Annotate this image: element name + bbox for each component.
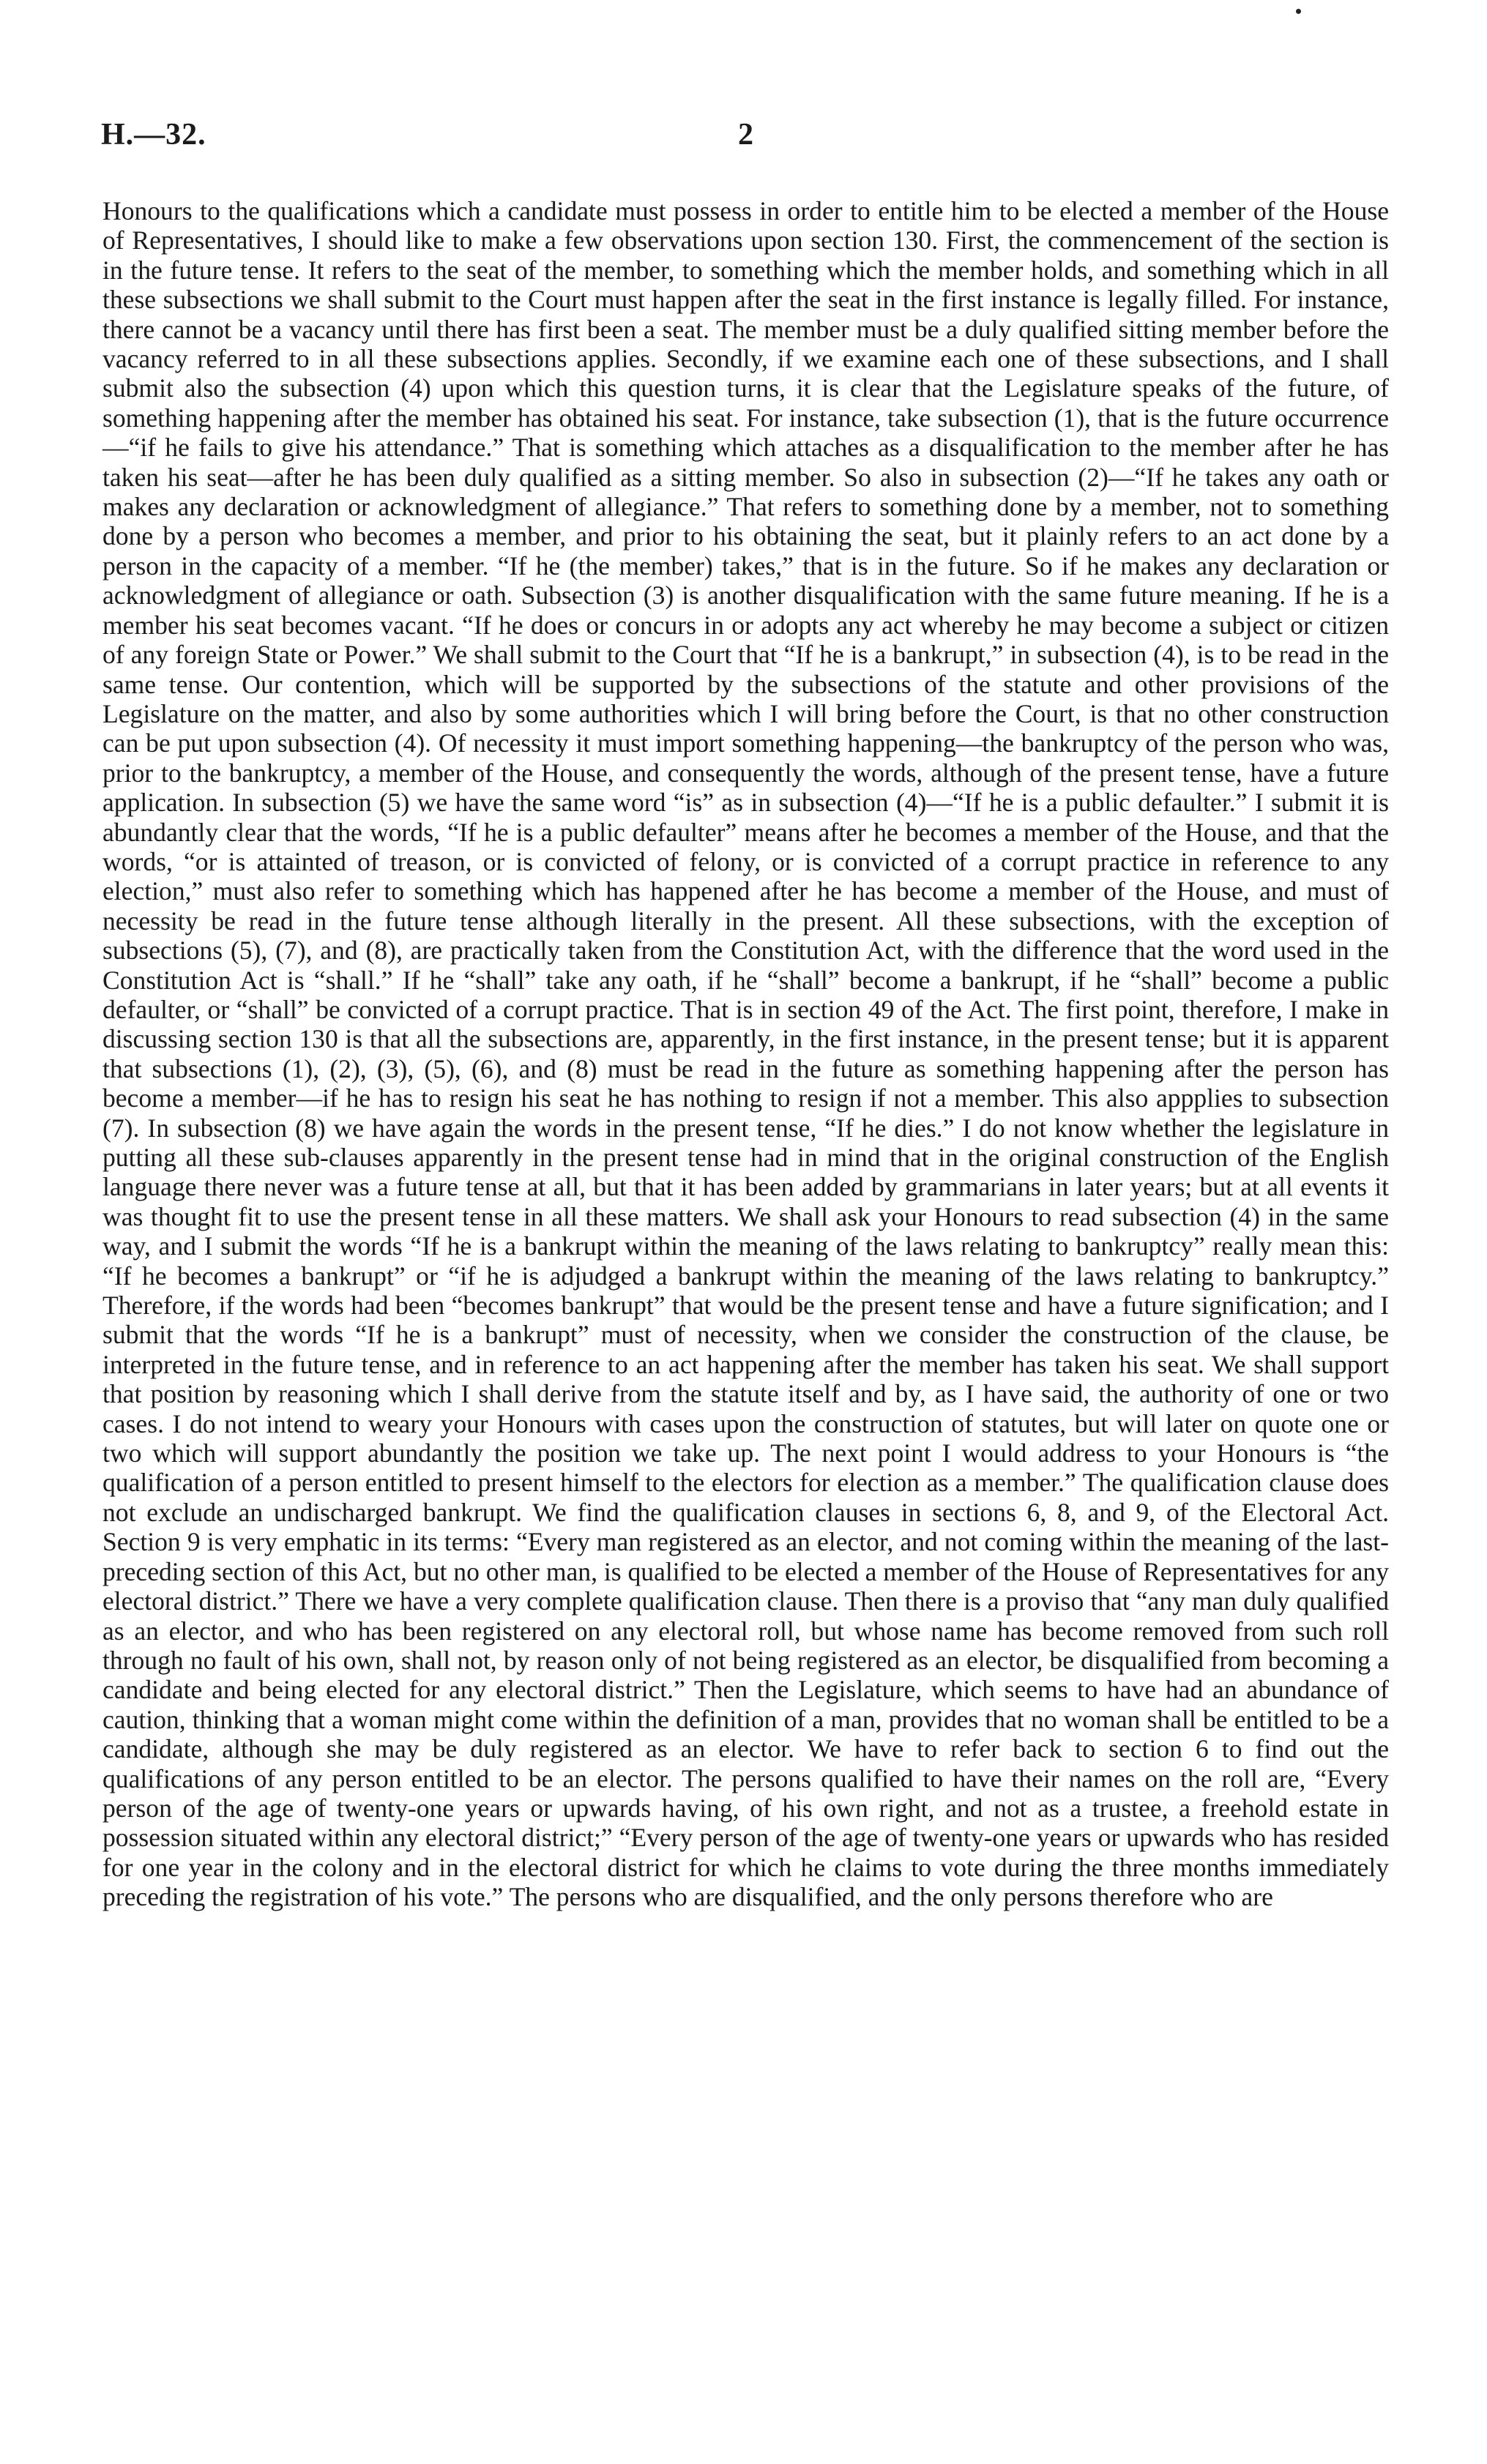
page-number: 2 bbox=[738, 118, 753, 152]
document-reference: H.—32. bbox=[101, 118, 206, 152]
page-speck bbox=[1296, 9, 1301, 14]
page-header bbox=[101, 117, 1390, 161]
body-paragraph: Honours to the qualifications which a candidate must possess in order to entitle him to be elected a member of the House of Representatives, I should like to make a few observations upon section 130. First, the commencement of the section is in the future tense. It refers to the seat of the member, to something which the member holds, and something which in all these subsections we shall submit to the Court must happen after the seat in the first instance is legally filled. For instance, there cannot be a vacancy until there has first been a seat. The member must be a duly qualified sitting member before the vacancy referred to in all these subsections applies. Secondly, if we examine each one of these subsections, and I shall submit also the subsection (4) upon which this question turns, it is clear that the Legislature speaks of the future, of something happening after the member has obtained his seat. For instance, take subsection (1), that is the future occurrence—“if he fails to give his attendance.” That is something which attaches as a disqualification to the member after he has taken his seat—after he has been duly qualified as a sitting member. So also in subsection (2)—“If he takes any oath or makes any declaration or acknowledgment of allegiance.” That refers to something done by a member, not to something done by a person who becomes a member, and prior to his obtaining the seat, but it plainly refers to an act done by a person in the capacity of a member. “If he (the member) takes,” that is in the future. So if he makes any declaration or acknowledgment of allegiance or oath. Subsection (3) is another disqualification with the same future meaning. If he is a member his seat becomes vacant. “If he does or concurs in or adopts any act whereby he may become a subject or citizen of any foreign State or Power.” We shall submit to the Court that “If he is a bankrupt,” in subsection (4), is to be read in the same tense. Our contention, which will be supported by the subsections of the statute and other provisions of the Legislature on the matter, and also by some authorities which I will bring before the Court, is that no other construction can be put upon subsection (4). Of necessity it must import something happening—the bankruptcy of the person who was, prior to the bankruptcy, a member of the House, and consequently the words, although of the present tense, have a future application. In subsection (5) we have the same word “is” as in subsection (4)—“If he is a public defaulter.” I submit it is abundantly clear that the words, “If he is a public defaulter” means after he becomes a member of the House, and that the words, “or is attainted of treason, or is convicted of felony, or is convicted of a corrupt practice in reference to any election,” must also refer to something which has happened after he has become a member of the House, and must of necessity be read in the future tense although literally in the present. All these subsections, with the exception of subsections (5), (7), and (8), are practically taken from the Constitution Act, with the difference that the word used in the Constitution Act is “shall.” If he “shall” take any oath, if he “shall” become a bankrupt, if he “shall” become a public defaulter, or “shall” be convicted of a corrupt practice. That is in section 49 of the Act. The first point, therefore, I make in discussing section 130 is that all the subsections are, apparently, in the first instance, in the present tense; but it is apparent that subsections (1), (2), (3), (5), (6), and (8) must be read in the future as something happening after the person has become a member—if he has to resign his seat he has nothing to resign if not a member. This also appplies to subsection (7). In subsection (8) we have again the words in the present tense, “If he dies.” I do not know whether the legislature in putting all these sub-clauses apparently in the present tense had in mind that in the original construction of the English language there never was a future tense at all, but that it has been added by grammarians in later years; but at all events it was thought fit to use the present tense in all these matters. We shall ask your Honours to read subsection (4) in the same way, and I submit the words “If he is a bankrupt within the meaning of the laws relating to bankruptcy” really mean this: “If he becomes a bankrupt” or “if he is adjudged a bankrupt within the meaning of the laws relating to bankruptcy.” Therefore, if the words had been “becomes bankrupt” that would be the present tense and have a future signification; and I submit that the words “If he is a bankrupt” must of necessity, when we consider the construction of the clause, be interpreted in the future tense, and in reference to an act happening after the member has taken his seat. We shall support that position by reasoning which I shall derive from the statute itself and by, as I have said, the authority of one or two cases. I do not intend to weary your Honours with cases upon the construction of statutes, but will later on quote one or two which will support abundantly the position we take up. The next point I would address to your Honours is “the qualification of a person entitled to present himself to the electors for election as a member.” The qualification clause does not exclude an undischarged bankrupt. We find the qualification clauses in sections 6, 8, and 9, of the Electoral Act. Section 9 is very emphatic in its terms: “Every man registered as an elector, and not coming within the meaning of the last-preceding section of this Act, but no other man, is qualified to be elected a member of the House of Representatives for any electoral district.” There we have a very complete qualification clause. Then there is a proviso that “any man duly qualified as an elector, and who has been registered on any electoral roll, but whose name has become removed from such roll through no fault of his own, shall not, by reason only of not being registered as an elector, be disqualified from becoming a candidate and being elected for any electoral district.” Then the Legislature, which seems to have had an abundance of caution, thinking that a woman might come within the definition of a man, provides that no woman shall be entitled to be a candidate, although she may be duly registered as an elector. We have to refer back to section 6 to find out the qualifications of any person entitled to be an elector. The persons qualified to have their names on the roll are, “Every person of the age of twenty-one years or upwards having, of his own right, and not as a trustee, a freehold estate in possession situated within any electoral district;” “Every person of the age of twenty-one years or upwards who has resided for one year in the colony and in the electoral district for which he claims to vote during the three months immediately preceding the registration of his vote.” The persons who are disqualified, and the only persons therefore who are bbox=[103, 196, 1389, 1912]
